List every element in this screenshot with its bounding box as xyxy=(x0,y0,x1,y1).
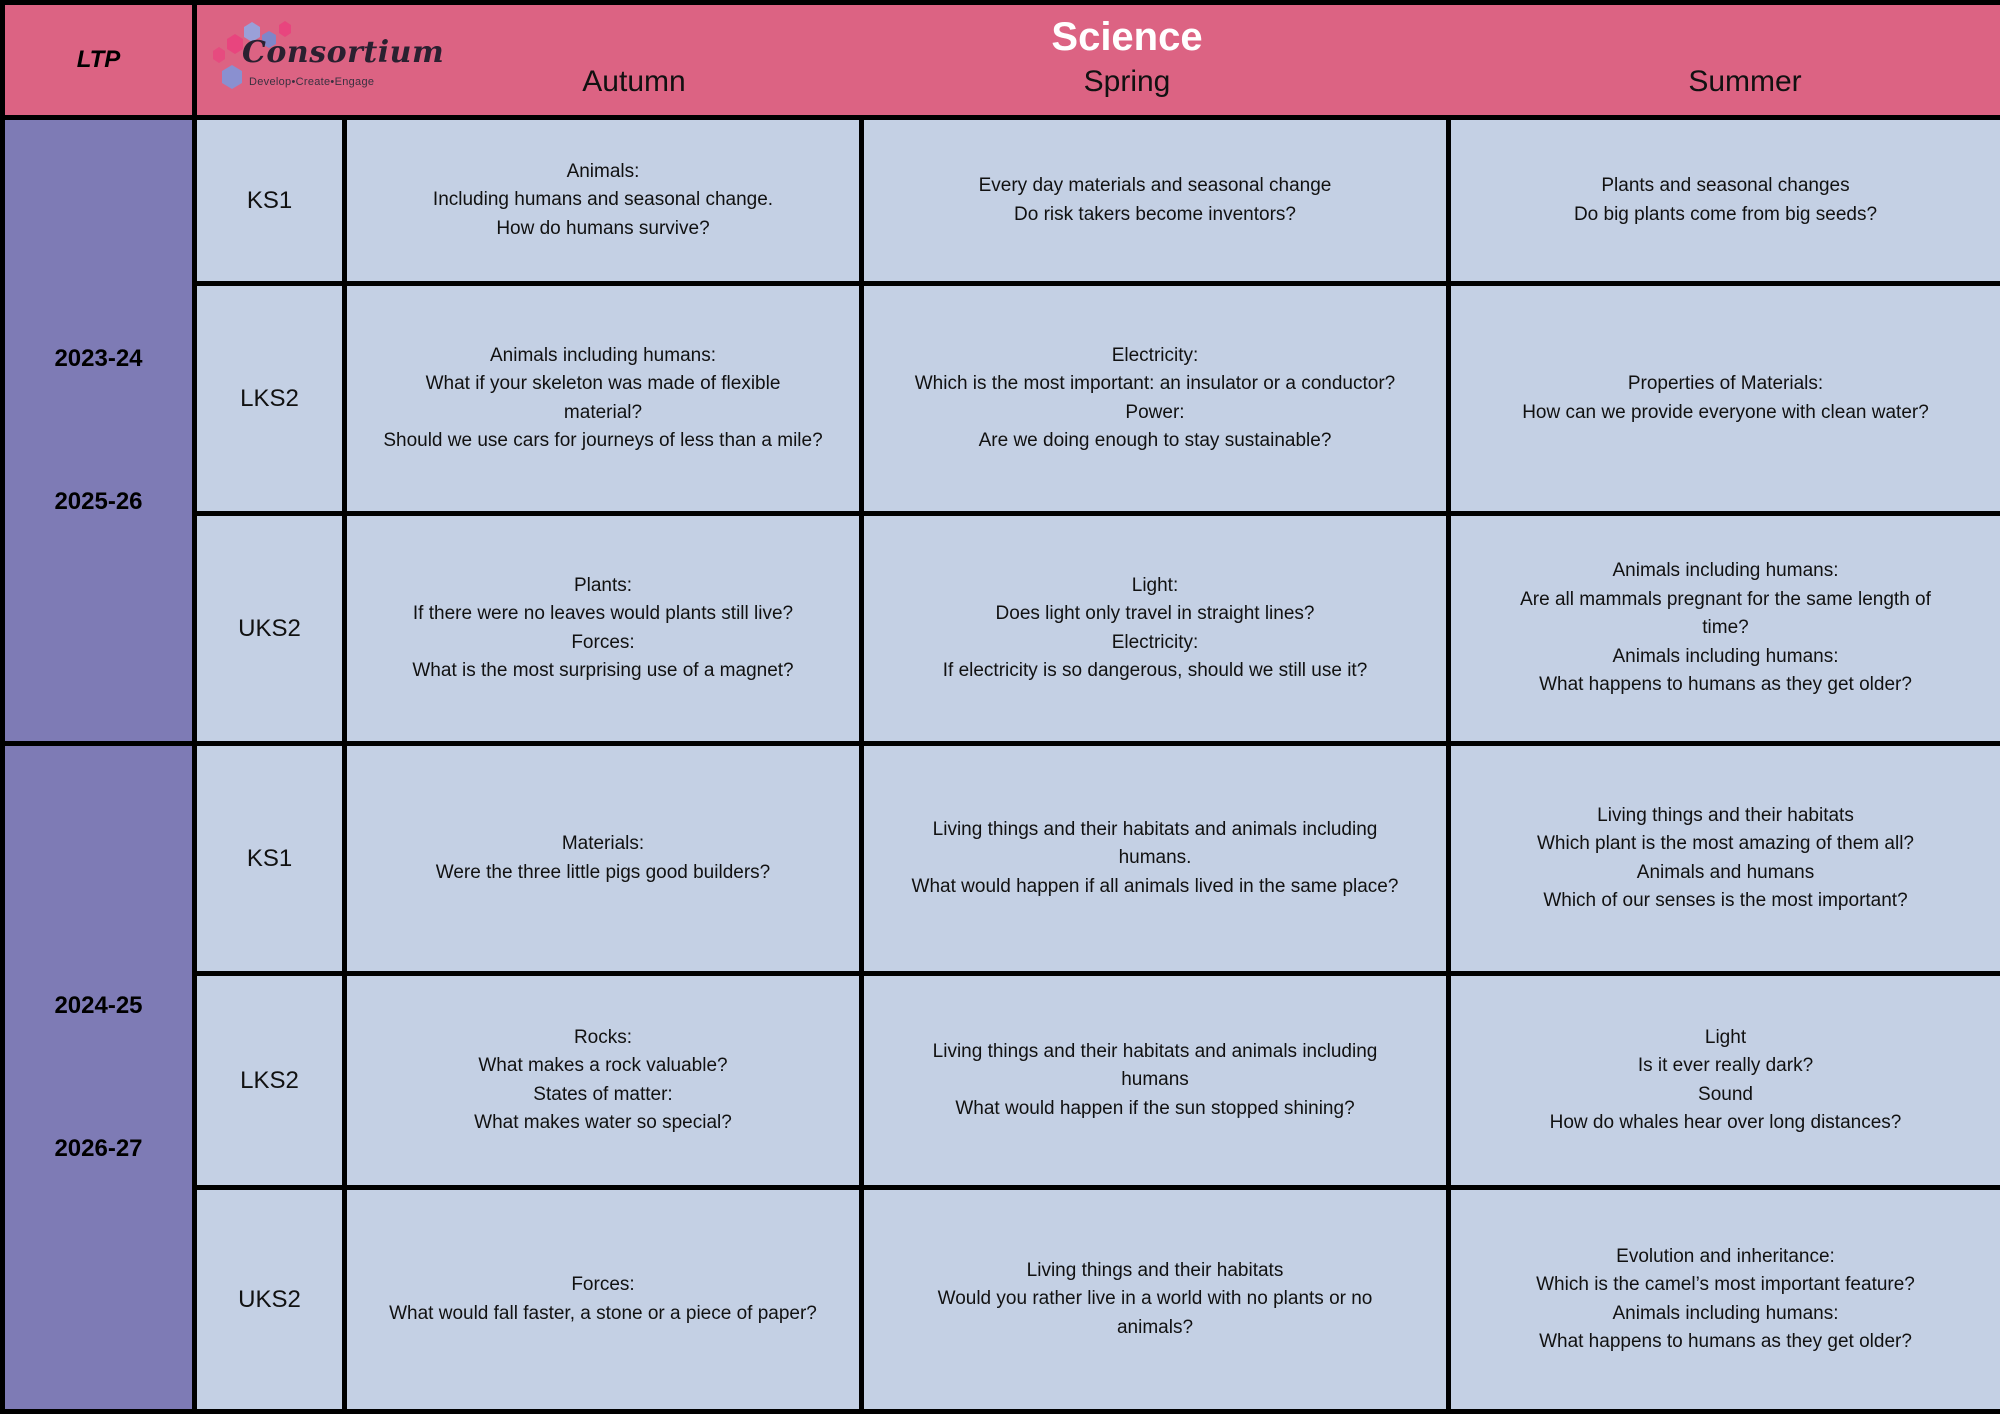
topic-line: What is the most surprising use of a magnet? xyxy=(412,660,794,681)
topic-line: What makes a rock valuable? xyxy=(478,1055,728,1076)
topic-line: Were the three little pigs good builders? xyxy=(435,861,771,883)
topic-line: If there were no leaves would plants still live? xyxy=(412,603,794,624)
ltp-label: LTP xyxy=(3,3,195,118)
topic-line: material? xyxy=(563,401,643,423)
topic-line: Light: xyxy=(1131,574,1179,596)
topic-line: Animals and humans xyxy=(1636,861,1815,883)
topic-line: States of matter: xyxy=(533,1083,673,1105)
topic-line: How do humans survive? xyxy=(496,217,710,239)
topic-line: Properties of Materials: xyxy=(1627,373,1824,394)
topic-cell-autumn xyxy=(345,744,862,974)
topic-line: Forces: xyxy=(571,1274,635,1295)
key-stage-cell: UKS2 xyxy=(195,1188,345,1412)
table-row xyxy=(3,974,2000,1188)
topic-line: humans. xyxy=(1118,847,1192,869)
topic-line: Which is the camel’s most important feature? xyxy=(1536,1274,1915,1295)
year-label: 2024-25 xyxy=(54,992,143,1019)
topic-cell-spring xyxy=(862,514,1449,744)
topic-line: Do risk takers become inventors? xyxy=(1014,203,1296,225)
topic-cell-spring xyxy=(862,1188,1449,1412)
topic-cell-summer xyxy=(1449,974,2000,1188)
topic-line: Living things and their habitats and animals including xyxy=(932,1040,1378,1062)
term-header-summer: Summer xyxy=(1688,65,1802,98)
topic-line: Electricity: xyxy=(1111,344,1199,366)
topic-line: animals? xyxy=(1116,1316,1194,1338)
topic-line: Are we doing enough to stay sustainable? xyxy=(978,430,1332,451)
key-stage-cell: LKS2 xyxy=(195,974,345,1188)
topic-line: Animals including humans: xyxy=(1612,1302,1839,1324)
topic-line: Is it ever really dark? xyxy=(1637,1055,1814,1076)
topic-line: Power: xyxy=(1125,401,1185,423)
term-header-spring: Spring xyxy=(1083,65,1171,98)
table-row xyxy=(3,514,2000,744)
key-stage-cell: LKS2 xyxy=(195,284,345,514)
table-row xyxy=(3,284,2000,514)
topic-line: Which is the most important: an insulator or a conductor? xyxy=(914,373,1396,394)
topic-line: Plants: xyxy=(573,574,633,596)
topic-cell-spring xyxy=(862,974,1449,1188)
topic-line: Animals: xyxy=(566,160,640,182)
topic-line: What would happen if the sun stopped shining? xyxy=(955,1097,1355,1119)
topic-line: How can we provide everyone with clean water? xyxy=(1522,401,1929,423)
topic-line: Sound xyxy=(1698,1083,1753,1105)
topic-cell-autumn xyxy=(345,284,862,514)
topic-line: Do big plants come from big seeds? xyxy=(1573,203,1878,225)
topic-line: Light xyxy=(1704,1026,1747,1048)
header-banner xyxy=(195,3,2000,118)
topic-cell-summer xyxy=(1449,1188,2000,1412)
topic-cell-autumn xyxy=(345,974,862,1188)
topic-line: Materials: xyxy=(561,833,645,854)
year-label: 2023-24 xyxy=(54,345,143,372)
topic-line: Living things and their habitats and animals including xyxy=(932,818,1378,840)
topic-cell-autumn xyxy=(345,514,862,744)
topic-line: Evolution and inheritance: xyxy=(1616,1245,1835,1267)
topic-line: humans xyxy=(1121,1069,1189,1091)
topic-cell-summer xyxy=(1449,284,2000,514)
topic-cell-summer xyxy=(1449,514,2000,744)
topic-line: If electricity is so dangerous, should we still use it? xyxy=(942,660,1368,681)
topic-line: Electricity: xyxy=(1111,631,1199,653)
topic-line: What would happen if all animals lived in the same place? xyxy=(911,875,1399,897)
topic-line: Animals including humans: xyxy=(489,344,716,366)
topic-cell-spring xyxy=(862,744,1449,974)
consortium-logo xyxy=(207,13,445,93)
topic-line: Every day materials and seasonal change xyxy=(978,175,1332,196)
topic-line: What happens to humans as they get older? xyxy=(1539,1331,1912,1352)
table-row xyxy=(3,1188,2000,1412)
topic-line: Animals including humans: xyxy=(1612,645,1839,667)
topic-line: Which of our senses is the most important? xyxy=(1543,890,1908,911)
table-row xyxy=(3,744,2000,974)
topic-line: Does light only travel in straight lines? xyxy=(995,603,1315,624)
topic-line: How do whales hear over long distances? xyxy=(1549,1112,1902,1133)
topic-line: Plants and seasonal changes xyxy=(1601,175,1850,196)
topic-line: Which plant is the most amazing of them all? xyxy=(1536,833,1914,854)
topic-cell-autumn xyxy=(345,1188,862,1412)
topic-line: Living things and their habitats xyxy=(1026,1259,1284,1281)
topic-cell-spring xyxy=(862,118,1449,284)
topic-line: What if your skeleton was made of flexible xyxy=(425,373,781,394)
topic-line: What makes water so special? xyxy=(474,1112,732,1133)
topic-cell-autumn xyxy=(345,118,862,284)
logo-tagline: Develop•Create•Engage xyxy=(249,76,375,88)
topic-line: Should we use cars for journeys of less than a mile? xyxy=(383,430,823,451)
topic-line: time? xyxy=(1702,617,1749,639)
table-row xyxy=(3,118,2000,284)
topic-cell-spring xyxy=(862,284,1449,514)
topic-line: Living things and their habitats xyxy=(1597,804,1854,826)
topic-line: Would you rather live in a world with no plants or no xyxy=(937,1288,1373,1310)
topic-cell-summer xyxy=(1449,118,2000,284)
year-group-cell xyxy=(3,118,195,744)
topic-cell-summer xyxy=(1449,744,2000,974)
header-row xyxy=(3,3,2000,118)
year-label: 2026-27 xyxy=(54,1135,143,1162)
term-header-autumn: Autumn xyxy=(582,65,686,98)
topic-line: Including humans and seasonal change. xyxy=(432,189,774,211)
topic-line: Forces: xyxy=(571,631,635,653)
year-label: 2025-26 xyxy=(54,488,143,515)
key-stage-cell: UKS2 xyxy=(195,514,345,744)
topic-line: Are all mammals pregnant for the same length of xyxy=(1520,588,1931,610)
topic-line: Animals including humans: xyxy=(1612,560,1839,582)
topic-line: What happens to humans as they get older? xyxy=(1539,674,1912,696)
topic-line: Rocks: xyxy=(573,1026,633,1048)
topic-line: What would fall faster, a stone or a piece of paper? xyxy=(389,1302,817,1324)
logo-wordmark: Consortium xyxy=(242,35,445,70)
key-stage-cell: KS1 xyxy=(195,744,345,974)
key-stage-cell: KS1 xyxy=(195,118,345,284)
subject-title: Science xyxy=(1051,15,1203,59)
year-group-cell xyxy=(3,744,195,1412)
